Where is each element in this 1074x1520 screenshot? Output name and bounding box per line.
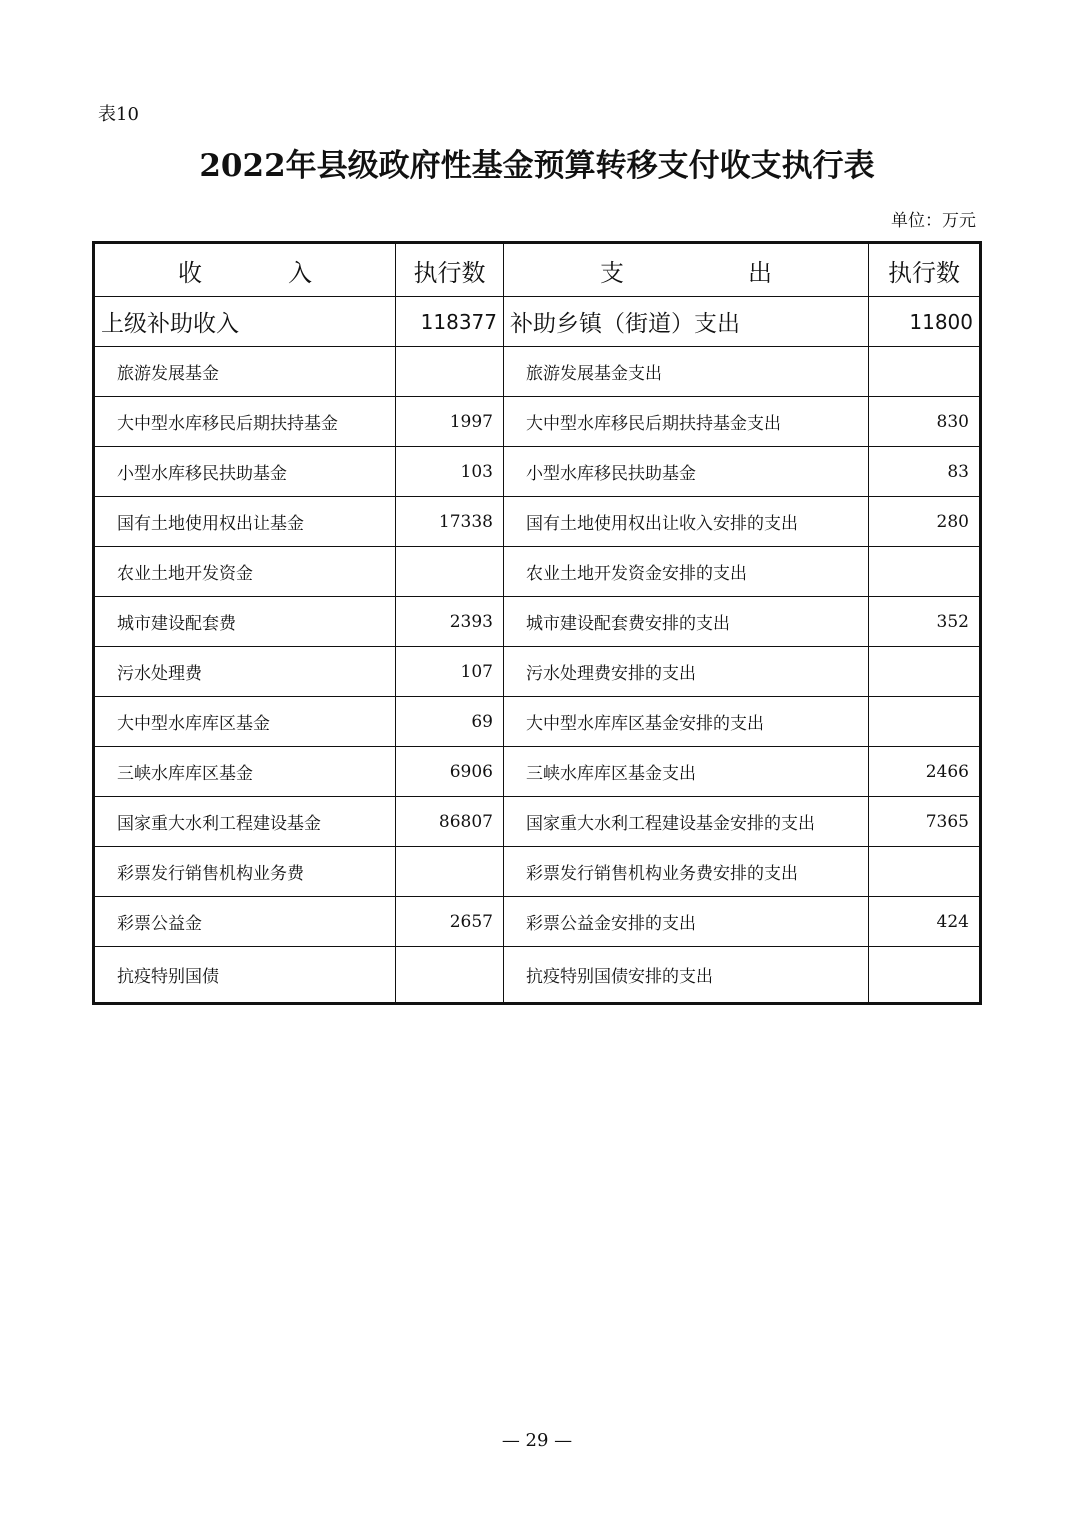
income-amount-cell [396, 947, 504, 1004]
expense-amount-cell: 280 [869, 497, 981, 547]
table-row [94, 647, 981, 697]
expense-amount-cell: 424 [869, 897, 981, 947]
table-row [94, 597, 981, 647]
expense-amount-cell [869, 947, 981, 1004]
income-name-cell: 大中型水库移民后期扶持基金 [94, 397, 396, 447]
expense-name-cell: 彩票公益金安排的支出 [504, 897, 869, 947]
expense-name-cell: 国有土地使用权出让收入安排的支出 [504, 497, 869, 547]
summary-row [94, 297, 981, 347]
table-row [94, 697, 981, 747]
summary-expense-name: 补助乡镇（街道）支出 [504, 297, 869, 347]
income-name-cell: 国家重大水利工程建设基金 [94, 797, 396, 847]
income-amount-cell: 1997 [396, 397, 504, 447]
income-amount-cell: 2657 [396, 897, 504, 947]
expense-amount-cell [869, 847, 981, 897]
page-title: 2022年县级政府性基金预算转移支付收支执行表 [199, 148, 875, 184]
income-name-cell: 三峡水库库区基金 [94, 747, 396, 797]
income-amount-cell [396, 347, 504, 397]
header-income-amount: 执行数 [396, 243, 504, 297]
expense-amount-cell [869, 547, 981, 597]
expense-name-cell: 城市建设配套费安排的支出 [504, 597, 869, 647]
expense-name-cell: 污水处理费安排的支出 [504, 647, 869, 697]
table-row [94, 397, 981, 447]
header-row [94, 243, 981, 297]
table-row [94, 897, 981, 947]
expense-amount-cell: 2466 [869, 747, 981, 797]
expense-amount-cell: 7365 [869, 797, 981, 847]
income-amount-cell: 107 [396, 647, 504, 697]
income-name-cell: 污水处理费 [94, 647, 396, 697]
table-row [94, 947, 981, 1004]
income-amount-cell: 2393 [396, 597, 504, 647]
table-row [94, 497, 981, 547]
income-name-cell: 小型水库移民扶助基金 [94, 447, 396, 497]
header-expense: 支 出 [504, 243, 869, 297]
expense-name-cell: 小型水库移民扶助基金 [504, 447, 869, 497]
summary-expense-amount: 11800 [869, 297, 981, 347]
expense-amount-cell [869, 697, 981, 747]
expense-name-cell: 国家重大水利工程建设基金安排的支出 [504, 797, 869, 847]
income-name-cell: 抗疫特别国债 [94, 947, 396, 1004]
income-name-cell: 大中型水库库区基金 [94, 697, 396, 747]
expense-amount-cell [869, 647, 981, 697]
page-number: — 29 — [501, 1430, 573, 1451]
expense-name-cell: 彩票发行销售机构业务费安排的支出 [504, 847, 869, 897]
summary-income-name: 上级补助收入 [94, 297, 396, 347]
unit-label: 单位：万元 [891, 211, 976, 231]
summary-income-amount: 118377 [396, 297, 504, 347]
expense-name-cell: 农业土地开发资金安排的支出 [504, 547, 869, 597]
expense-amount-cell: 83 [869, 447, 981, 497]
budget-execution-table [92, 241, 982, 1005]
income-name-cell: 彩票公益金 [94, 897, 396, 947]
expense-name-cell: 抗疫特别国债安排的支出 [504, 947, 869, 1004]
table-row [94, 347, 981, 397]
table-row [94, 847, 981, 897]
table-number-label: 表10 [98, 104, 139, 125]
income-name-cell: 城市建设配套费 [94, 597, 396, 647]
expense-name-cell: 大中型水库库区基金安排的支出 [504, 697, 869, 747]
header-expense-amount: 执行数 [869, 243, 981, 297]
income-name-cell: 国有土地使用权出让基金 [94, 497, 396, 547]
income-name-cell: 农业土地开发资金 [94, 547, 396, 597]
expense-amount-cell [869, 347, 981, 397]
table-row [94, 547, 981, 597]
table-row [94, 447, 981, 497]
header-income: 收 入 [94, 243, 396, 297]
expense-name-cell: 三峡水库库区基金支出 [504, 747, 869, 797]
expense-name-cell: 大中型水库移民后期扶持基金支出 [504, 397, 869, 447]
income-amount-cell: 17338 [396, 497, 504, 547]
table-row [94, 747, 981, 797]
income-amount-cell: 6906 [396, 747, 504, 797]
expense-amount-cell: 352 [869, 597, 981, 647]
income-amount-cell [396, 847, 504, 897]
income-amount-cell [396, 547, 504, 597]
expense-name-cell: 旅游发展基金支出 [504, 347, 869, 397]
table-row [94, 797, 981, 847]
expense-amount-cell: 830 [869, 397, 981, 447]
income-name-cell: 彩票发行销售机构业务费 [94, 847, 396, 897]
income-name-cell: 旅游发展基金 [94, 347, 396, 397]
income-amount-cell: 103 [396, 447, 504, 497]
income-amount-cell: 86807 [396, 797, 504, 847]
income-amount-cell: 69 [396, 697, 504, 747]
